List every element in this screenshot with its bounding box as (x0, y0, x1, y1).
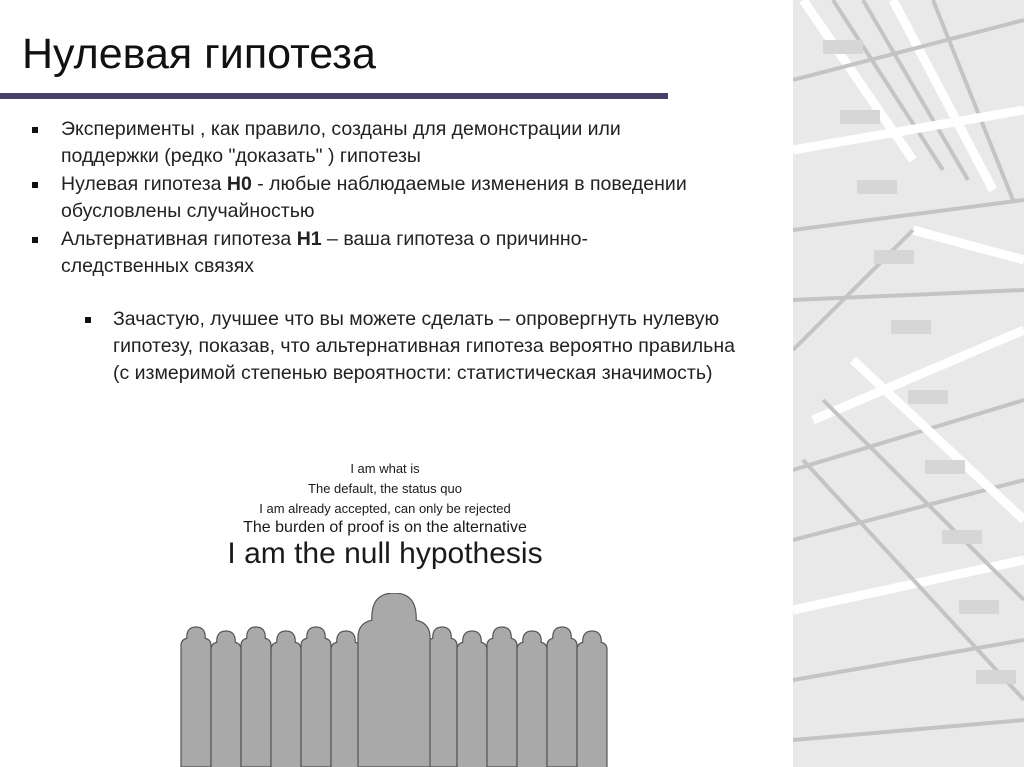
sub-bullet-item (83, 306, 743, 387)
crowd-silhouettes-illustration (180, 593, 610, 767)
title-divider (0, 93, 668, 99)
meme-caption-line: I am what is (350, 461, 420, 476)
hypothesis-symbol: H1 (296, 228, 322, 250)
crowd-figure (241, 627, 271, 767)
bullet-item (30, 116, 690, 170)
slide-title: Нулевая гипотеза (22, 30, 376, 78)
null-hypothesis-figure (358, 593, 430, 767)
crowd-figure (547, 627, 577, 767)
photo-panel (925, 460, 965, 474)
meme-caption-line: The burden of proof is on the alternative (243, 519, 527, 536)
crowd-figure (181, 627, 211, 767)
square-bullet-icon (32, 127, 38, 133)
photo-panel (942, 530, 982, 544)
crowd-figure (301, 627, 331, 767)
photo-panel (823, 40, 863, 54)
crowd-figure (457, 631, 487, 767)
sub-bullet-text: Зачастую, лучшее что вы можете сделать – опровергнуть нулевую гипотезу, показав, что альтернативная гипотеза вероятно правильна (с измеримой степенью вероятности: статистическая значимость) (113, 308, 735, 384)
crowd-figure (517, 631, 547, 767)
bullet-item (30, 171, 690, 225)
bullet-text: Нулевая гипотеза (61, 173, 227, 195)
crowd-figure (331, 631, 361, 767)
crowd-figure (427, 627, 457, 767)
photo-panel (908, 390, 948, 404)
null-hypothesis-meme (180, 455, 610, 767)
photo-panel (874, 250, 914, 264)
photo-panel (840, 110, 880, 124)
hypothesis-symbol: H0 (226, 173, 252, 195)
meme-caption-line: The default, the status quo (308, 481, 462, 496)
bullet-text: Альтернативная гипотеза (61, 228, 297, 250)
square-bullet-icon (32, 182, 38, 188)
photo-panel (891, 320, 931, 334)
crowd-figure (577, 631, 607, 767)
photo-panel (959, 600, 999, 614)
photo-panel (976, 670, 1016, 684)
bullet-text: Эксперименты , как правило, созданы для демонстрации или поддержки (редко "доказать" ) гипотезы (61, 118, 621, 167)
meme-headline: I am the null hypothesis (227, 537, 543, 570)
meme-caption-line: I am already accepted, can only be rejected (259, 501, 511, 516)
crowd-figure (487, 627, 517, 767)
bullet-text: – ваша гипотеза о причинно-следственных связях (61, 228, 589, 277)
square-bullet-icon (85, 317, 91, 323)
bullet-list (30, 116, 690, 281)
crowd-figure (271, 631, 301, 767)
bullet-item (30, 226, 690, 280)
photo-panel (857, 180, 897, 194)
crowd-figure (211, 631, 241, 767)
architectural-dome-photo (793, 0, 1024, 767)
bullet-text: - любые наблюдаемые изменения в поведении обусловлены случайностью (61, 173, 687, 222)
sub-bullet-list (83, 306, 743, 387)
square-bullet-icon (32, 237, 38, 243)
